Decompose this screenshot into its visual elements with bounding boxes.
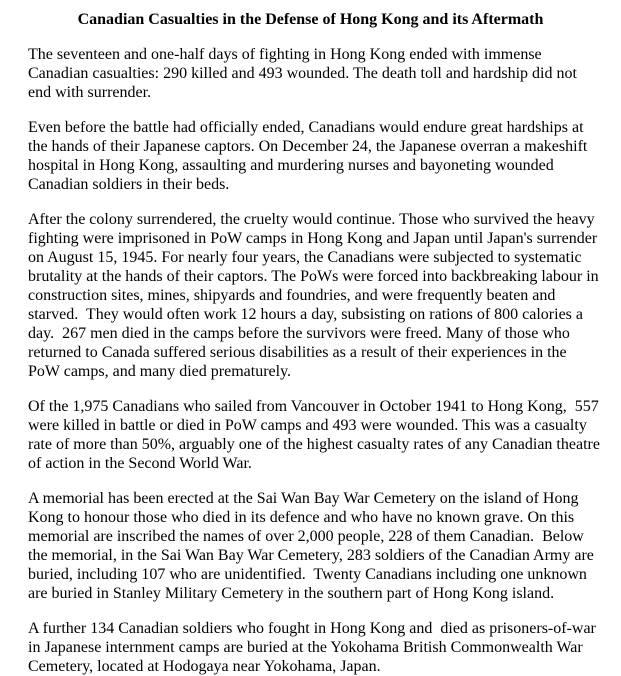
paragraph: A further 134 Canadian soldiers who fought in Hong Kong and died as prisoners-of-war in Japanese internment camps are buried at the Yokohama British Commonwealth War Cemetery, located at Hodogaya near Yokohama, Japan. — [28, 620, 600, 675]
paragraph: After the colony surrendered, the cruelty would continue. Those who survived the heavy fighting were imprisoned in PoW camps in Hong Kong and Japan until Japan's surrender on August 15, 1945. For nearly four years, the Canadians were subjected to systematic brutality at the hands of their captors. The PoWs were forced into backbreaking labour in construction sites, mines, shipyards and foundries, and were frequently beaten and starved. They would often work 12 hours a day, subsisting on rations of 800 calories a day. 267 men died in the camps before the survivors were freed. Many of those who returned to Canada suffered serious disabilities as a result of their experiences in the PoW camps, and many died prematurely. — [28, 211, 603, 380]
paragraph: Of the 1,975 Canadians who sailed from Vancouver in October 1941 to Hong Kong, 557 were killed in battle or died in PoW camps and 493 were wounded. This was a casualty rate of more than 50%, arguably one of the highest casualty rates of any Canadian theatre of action in the Second World War. — [28, 398, 604, 472]
document-title: Canadian Casualties in the Defense of Hong Kong and its Aftermath — [77, 11, 544, 28]
document-body — [28, 45, 604, 676]
paragraph: A memorial has been erected at the Sai Wan Bay War Cemetery on the island of Hong Kong to honour those who died in its defence and who have no known grave. On this memorial are inscribed the names of over 2,000 people, 228 of them Canadian. Below the memorial, in the Sai Wan Bay War Cemetery, 283 soldiers of the Canadian Army are buried, including 107 who are unidentified. Twenty Canadians including one unknown are buried in Stanley Military Cemetery in the southern part of Hong Kong island. — [28, 490, 598, 602]
paragraph: The seventeen and one-half days of fighting in Hong Kong ended with immense Canadian casualties: 290 killed and 493 wounded. The death toll and hardship did not end with surrender. — [28, 46, 581, 101]
paragraph: Even before the battle had officially ended, Canadians would endure great hardships at the hands of their Japanese captors. On December 24, the Japanese overran a makeshift hospital in Hong Kong, assaulting and murdering nurses and bayoneting wounded Canadian soldiers in their beds. — [28, 119, 592, 193]
